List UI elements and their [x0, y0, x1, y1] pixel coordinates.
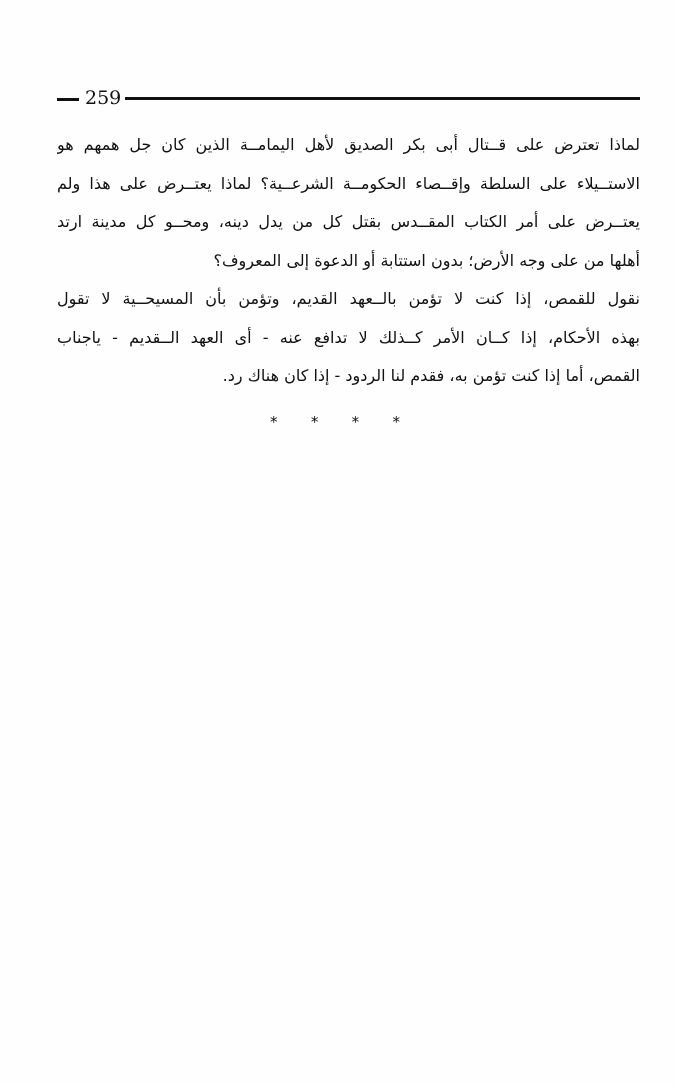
text-line: بهذه الأحكام، إذا كــان الأمر كــذلك لا تدافع عنه - أى العهد الــقديم - ياجناب	[57, 327, 640, 347]
section-separator	[270, 410, 400, 434]
asterisk: *	[392, 413, 400, 431]
text-line: القمص، أما إذا كنت تؤمن به، فقدم لنا الردود - إذا كان هناك رد.	[222, 366, 640, 385]
asterisk: *	[351, 413, 360, 431]
page-number: 259	[85, 87, 122, 109]
text-line: الاستــيلاء على السلطة وإقــصاء الحكومــة الشرعــية؟ لماذا يعتــرض على هذا ولم	[57, 173, 640, 193]
body-text	[57, 126, 640, 396]
asterisk: *	[310, 413, 319, 431]
header-rule	[125, 97, 640, 100]
text-line: أهلها من على وجه الأرض؛ بدون استتابة أو الدعوة إلى المعروف؟	[213, 250, 640, 270]
text-line: يعتــرض على أمر الكتاب المقــدس بقتل كل من يدل دينه، ومحــو كل مدينة ارتد	[57, 212, 640, 231]
paragraph	[57, 280, 640, 396]
header-dash	[57, 98, 79, 101]
asterisk: *	[270, 413, 278, 431]
page-header	[57, 86, 640, 110]
paragraph	[57, 126, 640, 280]
text-line: لماذا تعترض على قــتال أبى بكر الصديق لأهل اليمامــة الذين كان جل همهم هو	[57, 135, 640, 154]
text-line: نقول للقمص، إذا كنت لا تؤمن بالــعهد القديم، وتؤمن بأن المسيحــية لا تقول	[57, 289, 640, 308]
